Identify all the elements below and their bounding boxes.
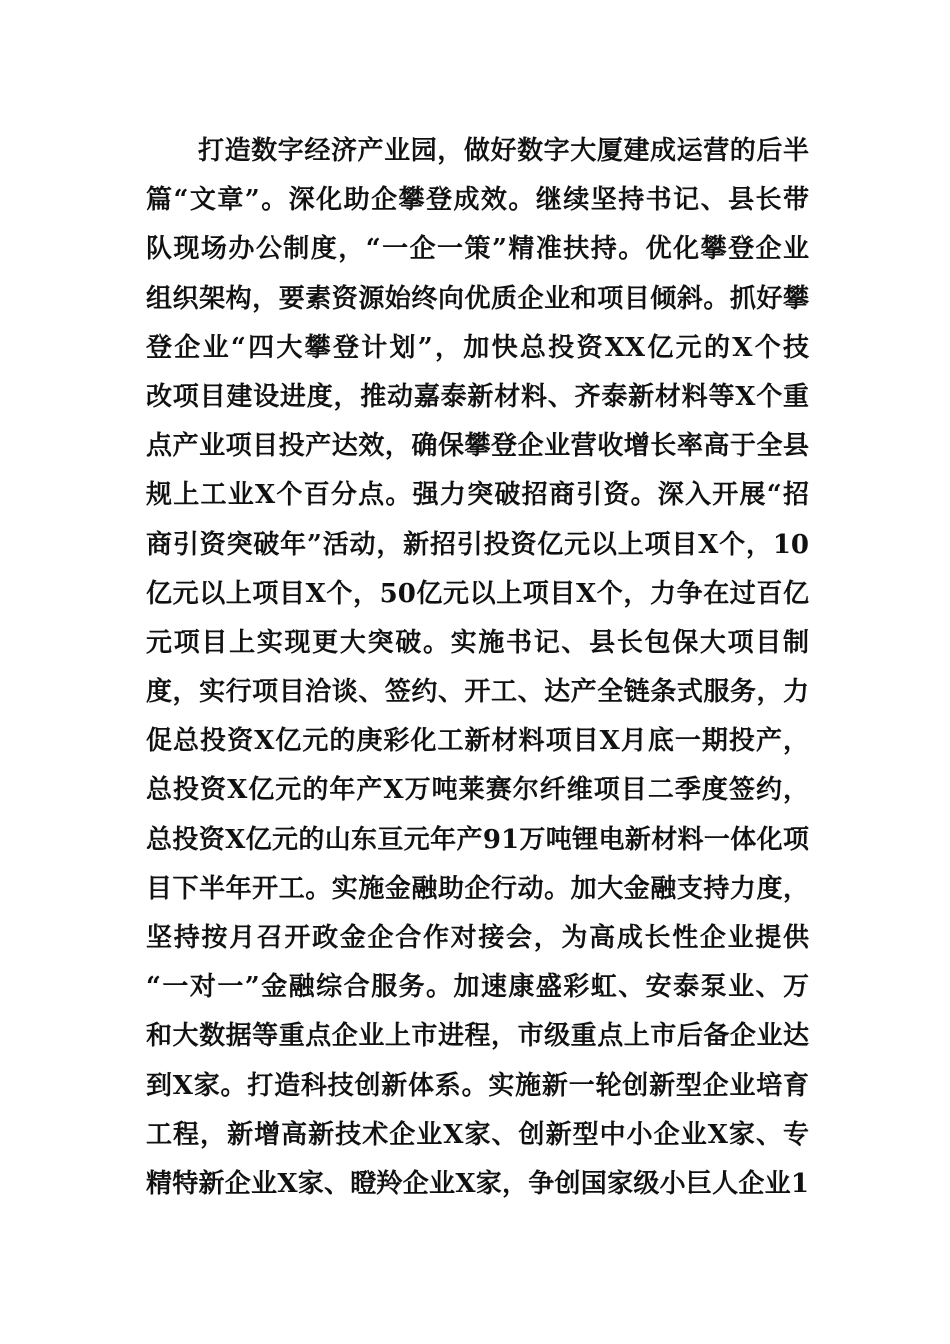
paragraph-line: 和大数据等重点企业上市进程，市级重点上市后备企业达 (146, 1021, 809, 1052)
paragraph-line: 篇“文章”。深化助企攀登成效。继续坚持书记、县长带 (146, 185, 809, 216)
paragraph-line: 精特新企业X家、瞪羚企业X家，争创国家级小巨人企业1 (146, 1168, 809, 1199)
paragraph-line: 促总投资X亿元的庚彩化工新材料项目X月底一期投产， (146, 726, 809, 757)
paragraph-line: 改项目建设进度，推动嘉泰新材料、齐泰新材料等X个重 (146, 381, 809, 412)
paragraph-line: 坚持按月召开政金企合作对接会，为高成长性企业提供 (146, 923, 809, 953)
paragraph-line: 点产业项目投产达效，确保攀登企业营收增长率高于全县 (146, 431, 809, 462)
paragraph-line: 总投资X亿元的山东亘元年产91万吨锂电新材料一体化项 (146, 824, 809, 855)
paragraph-line: 元项目上实现更大突破。实施书记、县长包保大项目制 (146, 627, 809, 658)
paragraph-line: 组织架构，要素资源始终向优质企业和项目倾斜。抓好攀 (146, 283, 809, 314)
paragraph-line: 亿元以上项目X个，50亿元以上项目X个，力争在过百亿 (146, 578, 809, 609)
paragraph-line: 工程，新增高新技术企业X家、创新型中小企业X家、专 (146, 1119, 809, 1150)
body-paragraph (146, 127, 809, 1209)
paragraph-line: 目下半年开工。实施金融助企行动。加大金融支持力度， (146, 873, 809, 904)
paragraph-line: 登企业“四大攀登计划”，加快总投资XX亿元的X个技 (146, 332, 809, 363)
paragraph-line: 规上工业X个百分点。强力突破招商引资。深入开展“招 (146, 480, 809, 511)
paragraph-line: “一对一”金融综合服务。加速康盛彩虹、安泰泵业、万 (146, 972, 809, 1003)
paragraph-line: 到X家。打造科技创新体系。实施新一轮创新型企业培育 (146, 1070, 809, 1101)
paragraph-line: 总投资X亿元的年产X万吨莱赛尔纤维项目二季度签约， (146, 775, 809, 806)
paragraph-line: 队现场办公制度，“一企一策”精准扶持。优化攀登企业 (146, 234, 809, 265)
paragraph-line: 商引资突破年”活动，新招引投资亿元以上项目X个，10 (146, 529, 809, 560)
paragraph-line: 度，实行项目洽谈、签约、开工、达产全链条式服务，力 (146, 677, 809, 708)
paragraph-line: 打造数字经济产业园，做好数字大厦建成运营的后半 (198, 136, 809, 166)
